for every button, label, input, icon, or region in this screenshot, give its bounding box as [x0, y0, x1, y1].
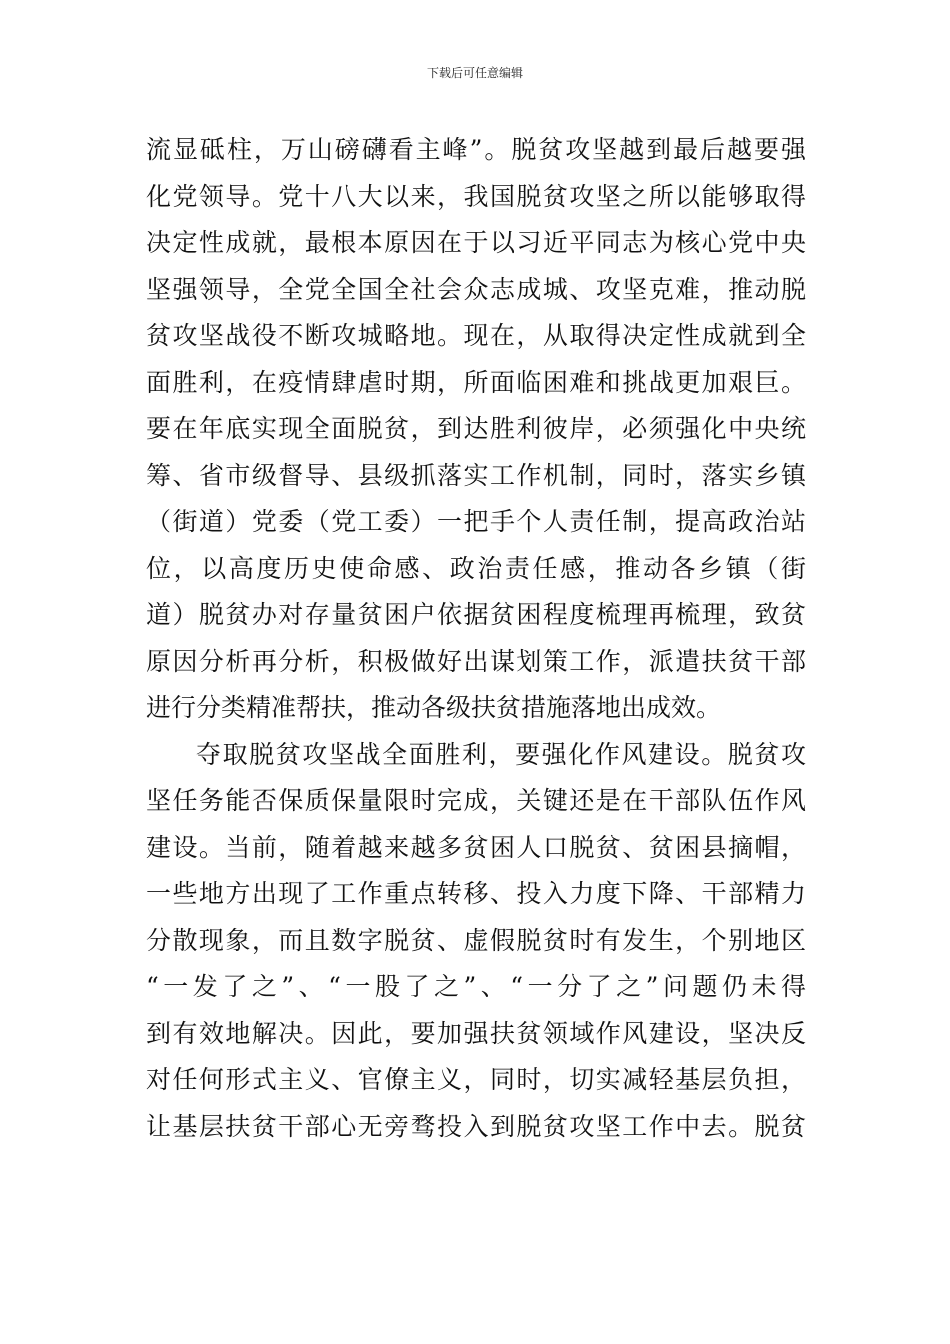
text-line: 让基层扶贫干部心无旁骛投入到脱贫攻坚工作中去。脱贫: [146, 1111, 806, 1141]
paragraph-first-line: 夺取脱贫攻坚战全面胜利，要强化作风建设。脱贫攻: [196, 739, 806, 769]
text-line: 原因分析再分析，积极做好出谋划策工作，派遣扶贫干部: [146, 646, 806, 676]
text-line: 筹、省市级督导、县级抓落实工作机制，同时，落实乡镇: [146, 460, 806, 490]
text-line: 贫攻坚战役不断攻城略地。现在，从取得决定性成就到全: [146, 321, 806, 350]
text-line: 分散现象，而且数字脱贫、虚假脱贫时有发生，个别地区: [146, 925, 806, 955]
text-line: 决定性成就，最根本原因在于以习近平同志为核心党中央: [146, 228, 806, 257]
text-line: 要在年底实现全面脱贫，到达胜利彼岸，必须强化中央统: [146, 414, 806, 443]
text-line: 一些地方出现了工作重点转移、投入力度下降、干部精力: [146, 879, 806, 908]
text-line: （街道）党委（党工委）一把手个人责任制，提高政治站: [146, 507, 806, 536]
text-line: 道）脱贫办对存量贫困户依据贫困程度梳理再梳理，致贫: [146, 600, 806, 629]
text-line: 建设。当前，随着越来越多贫困人口脱贫、贫困县摘帽，: [146, 832, 806, 862]
text-line: 位，以高度历史使命感、政治责任感，推动各乡镇（街: [146, 553, 806, 583]
text-line: 化党领导。党十八大以来，我国脱贫攻坚之所以能够取得: [146, 181, 806, 211]
page-header: 下载后可任意编辑: [426, 66, 523, 80]
text-line: 到有效地解决。因此，要加强扶贫领域作风建设，坚决反: [146, 1018, 806, 1048]
text-line: 坚任务能否保质保量限时完成，关键还是在干部队伍作风: [146, 786, 806, 815]
paragraph-end-line: 进行分类精准帮扶，推动各级扶贫措施落地出成效。: [146, 693, 722, 722]
text-line: “一发了之”、“一股了之”、“一分了之”问题仍未得: [146, 972, 806, 1001]
text-line: 面胜利，在疫情肆虐时期，所面临困难和挑战更加艰巨。: [146, 367, 806, 397]
text-line: 坚强领导，全党全国全社会众志成城、攻坚克难，推动脱: [146, 274, 806, 304]
text-line: 对任何形式主义、官僚主义，同时，切实减轻基层负担，: [146, 1065, 806, 1094]
text-line: 流显砥柱，万山磅礴看主峰”。脱贫攻坚越到最后越要强: [146, 135, 806, 164]
document-body: [146, 127, 806, 1150]
